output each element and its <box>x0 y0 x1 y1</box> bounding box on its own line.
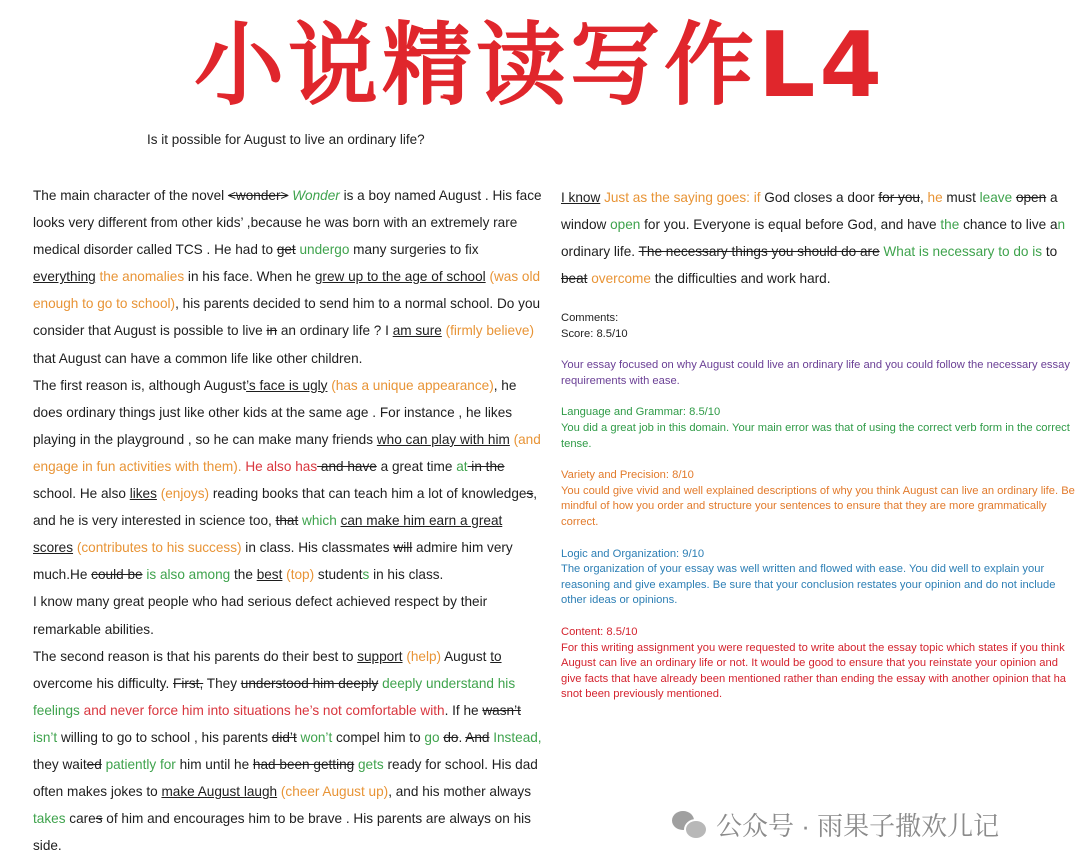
text-segment: (contributes to his success) <box>76 540 242 556</box>
text-segment: care <box>65 811 96 827</box>
text-segment: a window <box>561 190 1058 233</box>
text-segment: get <box>276 242 296 258</box>
text-segment: deeply understand his feelings <box>33 675 516 718</box>
text-segment: did’t <box>271 729 297 745</box>
text-segment: hey <box>215 675 241 691</box>
essay-conclusion <box>561 184 1066 292</box>
text-segment: grew up to the age of school <box>314 269 486 285</box>
text-segment: God closes a door <box>760 190 879 205</box>
text-segment: The first reason is, although August <box>33 377 247 393</box>
text-segment: many surgeries to fix <box>349 242 479 258</box>
text-segment: in his face. When he <box>184 269 315 285</box>
watermark-text: 公众号 · 雨果子撒欢儿记 <box>716 810 1000 841</box>
essay-paragraph-3 <box>33 588 543 642</box>
text-segment: ready for school. His dad often makes jokes to <box>33 756 538 800</box>
text-segment: he <box>927 190 943 205</box>
banner-title: 小说精读写作L4 <box>194 13 886 118</box>
text-segment: (and engage in fun activities with them). <box>33 431 541 474</box>
text-segment: they wait <box>33 756 87 772</box>
text-segment: the <box>230 567 257 583</box>
text-segment: student <box>314 567 363 583</box>
text-segment: chance to live a <box>959 217 1058 233</box>
text-segment: make August laugh <box>161 784 278 800</box>
text-segment: <wonder> <box>227 188 289 203</box>
text-segment: s <box>526 486 534 502</box>
text-segment: . <box>458 729 466 745</box>
text-segment: that August can have a common life like other children. <box>33 350 363 366</box>
text-segment: overcome his difficulty. <box>33 675 174 691</box>
text-segment: reading books that can teach him a lot of knowledge <box>209 486 527 502</box>
variety-body: You could give vivid and well explained descriptions of why you think August can live an ordinary life. Be mindful of how you order and structure your sentences to ensure that they are more grammatically correct. <box>561 484 1075 528</box>
comments-logic <box>561 547 1076 609</box>
text-segment: the anomalies <box>99 269 185 285</box>
text-segment: gets <box>358 756 384 772</box>
text-segment: , he does ordinary things just like other kids at the same age . For instance , he likes playing in the playground , so he can make many friends <box>33 377 517 447</box>
text-segment: compel him to <box>332 729 425 745</box>
text-segment: August <box>441 648 491 664</box>
text-segment: . If he <box>444 702 483 718</box>
text-segment: I know <box>561 190 601 205</box>
text-segment: , and he is very interested in science too, <box>33 486 538 529</box>
comments-language <box>561 405 1076 452</box>
logic-body: The organization of your essay was well written and flowed with ease. You did well to explain your reasoning and give examples. Be sure that your conclusion restates your opinion and do not include other ideas or opinions. <box>561 563 1056 607</box>
content-body: For this writing assignment you were requested to write about the essay topic which states if you think August can live an ordinary life or not. It would be good to ensure that you reinstate your opinion and give facts that have already been mentioned rather than ending the essay with another opinion that ha snot been previously mentioned. <box>561 641 1067 701</box>
text-segment: ordinary life. <box>561 244 639 260</box>
text-segment: for you. Everyone is equal before God, and have <box>640 217 941 233</box>
text-segment: isn’t <box>33 729 58 745</box>
variety-title: Variety and Precision: 8/10 <box>561 469 694 482</box>
essay-paragraph-1 <box>33 182 543 372</box>
text-segment: in the <box>467 458 505 474</box>
text-segment: at <box>456 458 468 474</box>
text-segment: in his class. <box>369 567 444 583</box>
text-segment: (top) <box>286 567 315 583</box>
text-segment: that <box>275 513 299 529</box>
text-segment: to <box>1042 244 1058 260</box>
language-body: You did a great job in this domain. Your main error was that of using the correct verb form in the correct tense. <box>561 421 1070 450</box>
text-segment: , and his mother always <box>388 784 531 800</box>
text-segment: He also has <box>245 458 318 474</box>
text-segment: open <box>610 217 641 233</box>
text-segment: do <box>443 729 459 745</box>
logic-title: Logic and Organization: 9/10 <box>561 547 705 560</box>
text-segment: ’s face is ugly <box>246 377 328 393</box>
text-segment: can make him earn a great scores <box>33 513 503 556</box>
text-segment: , <box>919 190 928 205</box>
text-segment: First, <box>173 675 204 691</box>
text-segment: (enjoys) <box>160 486 210 502</box>
text-segment: Wonder <box>292 188 340 203</box>
text-segment: Just as the saying goes: if <box>604 190 761 205</box>
text-segment: the difficulties and work hard. <box>650 271 831 287</box>
text-segment: for you <box>878 190 920 205</box>
text-segment: and have <box>317 458 377 474</box>
text-segment: everything <box>33 269 96 285</box>
text-segment: Instead, <box>493 729 542 745</box>
text-segment: n <box>1057 217 1066 233</box>
essay-body <box>33 182 543 859</box>
text-segment: best <box>256 567 283 583</box>
text-segment: (help) <box>406 648 442 664</box>
text-segment: is also among <box>146 567 231 583</box>
text-segment: had been getting <box>252 756 355 772</box>
text-segment: a great time <box>376 458 457 474</box>
text-segment: am sure <box>392 323 442 339</box>
text-segment: him until he <box>175 756 253 772</box>
text-segment: (firmly believe) <box>445 323 534 339</box>
text-segment: and never force him into situations he’s not comfortable with <box>83 702 445 718</box>
text-segment: (was old enough to go to school) <box>33 269 541 312</box>
text-segment: beat <box>561 271 588 287</box>
text-segment: to <box>490 648 502 664</box>
text-segment: wasn’t <box>482 702 521 718</box>
comments-content <box>561 625 1076 703</box>
text-segment: And <box>465 729 490 745</box>
text-segment: leave <box>979 190 1013 205</box>
text-segment: takes <box>33 811 66 827</box>
wechat-icon <box>672 809 706 839</box>
text-segment: could be <box>91 567 143 583</box>
text-segment: s <box>362 567 370 583</box>
text-segment: What is necessary to do is <box>883 244 1043 260</box>
comments-score: Score: 8.5/10 <box>561 327 628 340</box>
text-segment: understood him deeply <box>240 675 379 691</box>
text-segment: will <box>393 540 413 556</box>
text-segment: s <box>95 811 103 827</box>
essay-paragraph-4 <box>33 643 543 860</box>
text-segment: the <box>940 217 960 233</box>
text-segment: The second reason is that his parents do their best to <box>33 648 358 664</box>
text-segment: in <box>266 323 278 339</box>
text-segment: an ordinary life ? I <box>277 323 393 339</box>
watermark <box>672 804 999 844</box>
text-segment: T <box>203 675 216 691</box>
text-segment: in class. His classmates <box>241 540 394 556</box>
text-segment: patiently for <box>105 756 176 772</box>
text-segment: willing to go to school , his parents <box>57 729 272 745</box>
text-segment: won’t <box>300 729 333 745</box>
text-segment: (has a unique appearance) <box>331 377 494 393</box>
essay-question: Is it possible for August to live an ordinary life? <box>147 132 425 147</box>
text-segment: , his parents decided to send him to a normal school. Do you consider that August is possible to live <box>33 296 541 339</box>
text-segment: which <box>302 513 337 529</box>
text-segment: go <box>424 729 440 745</box>
text-segment: open <box>1015 190 1047 205</box>
text-segment: (cheer August up) <box>280 784 389 800</box>
text-segment: support <box>357 648 403 664</box>
text-segment: The main character of the novel <box>33 188 228 203</box>
text-segment: who can play with him <box>376 431 510 447</box>
comments-heading: Comments: <box>561 312 619 324</box>
text-segment: I know many great people who had serious defect achieved respect by their remarkable abilities. <box>33 594 488 637</box>
language-title: Language and Grammar: 8.5/10 <box>561 406 721 419</box>
text-segment: ed <box>86 756 102 772</box>
text-segment: likes <box>129 486 157 502</box>
content-title: Content: 8.5/10 <box>561 625 638 638</box>
text-segment: of him and encourages him to be brave . His parents are always on his side. <box>33 811 531 854</box>
text-segment: school. He also <box>33 486 130 502</box>
comments-variety <box>561 468 1076 530</box>
text-segment: overcome <box>591 271 651 287</box>
comments-summary: Your essay focused on why August could live an ordinary life and you could follow the necessary essay requirements with ease. <box>561 359 1070 387</box>
text-segment: undergo <box>299 242 350 258</box>
conclusion-paragraph <box>561 184 1066 292</box>
text-segment: The necessary things you should do are <box>638 244 880 260</box>
text-segment: is a boy named August . His face looks very different from other kids’ ,because he was born with an extremely rare medical disorder called TCS . He had to <box>33 188 542 258</box>
essay-paragraph-2 <box>33 372 543 589</box>
teacher-comments <box>561 311 1076 703</box>
text-segment: must <box>942 190 980 205</box>
text-segment: admire him very much.He <box>33 540 513 583</box>
